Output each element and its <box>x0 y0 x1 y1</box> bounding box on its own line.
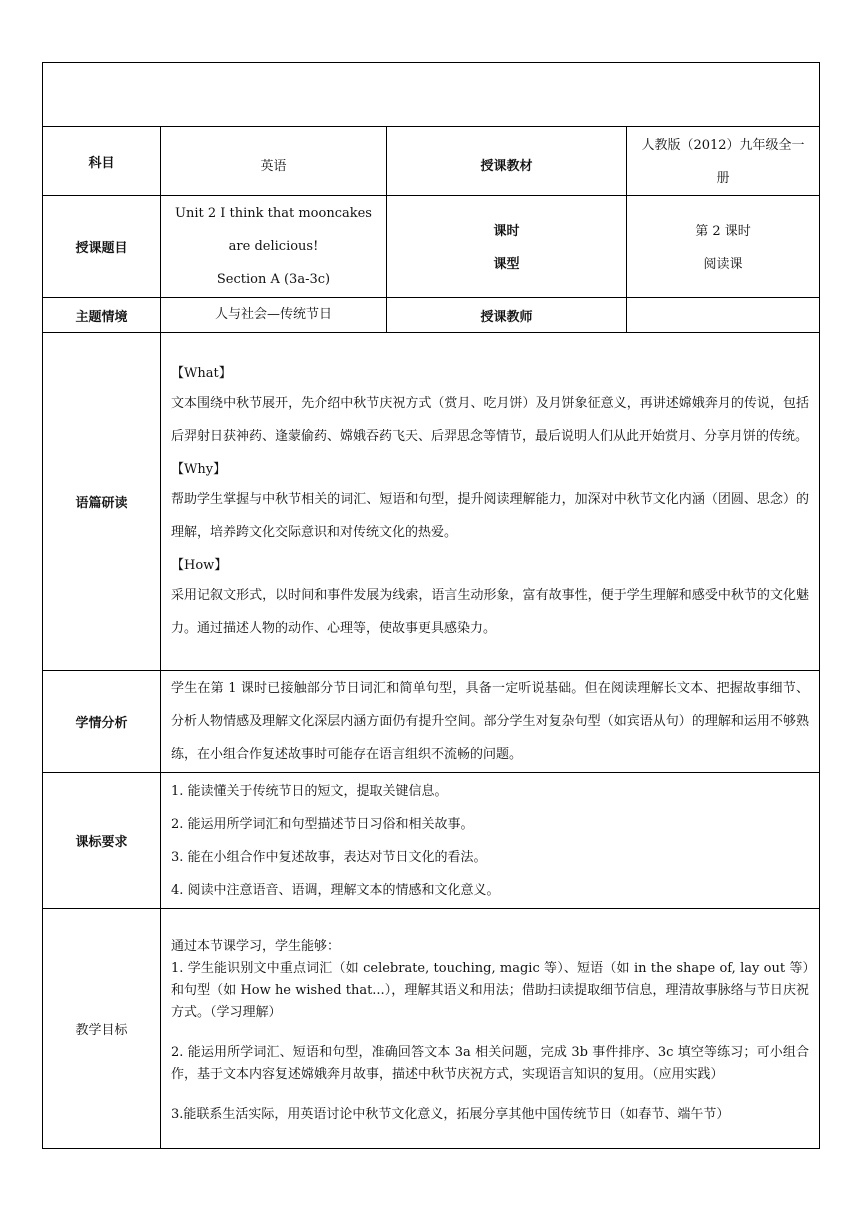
curriculum-item: 2. 能运用所学词汇和句型描述节日习俗和相关故事。 <box>171 816 474 832</box>
curriculum-row <box>43 773 820 909</box>
material-value: 人教版（2012）九年级全一册 <box>627 127 820 196</box>
lesson-plan-table <box>42 62 820 1149</box>
curriculum-label: 课标要求 <box>43 773 161 909</box>
theme-row <box>43 298 820 333</box>
why-body: 帮助学生掌握与中秋节相关的词汇、短语和句型，提升阅读理解能力，加深对中秋节文化内涵（团圆、思念）的理解，培养跨文化交际意识和对传统文化的热爱。 <box>171 491 809 540</box>
what-body: 文本围绕中秋节展开，先介绍中秋节庆祝方式（赏月、吃月饼）及月饼象征意义，再讲述嫦娥奔月的传说，包括后羿射日获神药、逢蒙偷药、嫦娥吞药飞天、后羿思念等情节，最后说明人们从此开始赏月、分享月饼的传统。 <box>171 395 809 444</box>
topic-title-cell <box>161 196 387 298</box>
teacher-value <box>627 298 820 333</box>
how-heading: 【How】 <box>171 557 228 573</box>
header-blank-cell <box>43 63 820 127</box>
text-study-content <box>161 333 820 671</box>
curriculum-item: 4. 阅读中注意语音、语调，理解文本的情感和文化意义。 <box>171 882 500 898</box>
period-type-value-cell <box>627 196 820 298</box>
topic-title-line2: are delicious! <box>228 239 319 254</box>
objectives-row <box>43 909 820 1149</box>
header-blank-row <box>43 63 820 127</box>
material-label: 授课教材 <box>387 127 627 196</box>
teacher-label: 授课教师 <box>387 298 627 333</box>
subject-row <box>43 127 820 196</box>
why-heading: 【Why】 <box>171 461 227 477</box>
subject-value: 英语 <box>161 127 387 196</box>
objective-2: 2. 能运用所学词汇、短语和句型，准确回答文本 3a 相关问题，完成 3b 事件排序、3c 填空等练习；可小组合作，基于文本内容复述嫦娥奔月故事，描述中秋节庆祝方式，实现语言知识的复用。（应用实践） <box>171 1044 809 1082</box>
curriculum-item: 3. 能在小组合作中复述故事，表达对节日文化的看法。 <box>171 849 487 865</box>
text-study-row <box>43 333 820 671</box>
period-type-label-cell <box>387 196 627 298</box>
student-analysis-body: 学生在第 1 课时已接触部分节日词汇和简单句型，具备一定听说基础。但在阅读理解长文本、把握故事细节、分析人物情感及理解文化深层内涵方面仍有提升空间。部分学生对复杂句型（如宾语从句）的理解和运用不够熟练，在小组合作复述故事时可能存在语言组织不流畅的问题。 <box>171 681 809 762</box>
topic-title-line1: Unit 2 I think that mooncakes <box>175 206 372 221</box>
period-value: 第 2 课时 <box>695 223 751 239</box>
theme-label: 主题情境 <box>43 298 161 333</box>
curriculum-list <box>161 773 820 909</box>
subject-label: 科目 <box>43 127 161 196</box>
objectives-intro: 通过本节课学习，学生能够： <box>171 938 341 954</box>
student-analysis-row <box>43 671 820 773</box>
objectives-content <box>161 909 820 1149</box>
type-value: 阅读课 <box>703 256 743 272</box>
theme-value: 人与社会—传统节日 <box>161 298 387 333</box>
how-body: 采用记叙文形式，以时间和事件发展为线索，语言生动形象，富有故事性，便于学生理解和感受中秋节的文化魅力。通过描述人物的动作、心理等，使故事更具感染力。 <box>171 587 809 636</box>
topic-title-line3: Section A (3a-3c) <box>216 272 331 287</box>
objectives-label: 教学目标 <box>43 909 161 1149</box>
objective-3: 3.能联系生活实际，用英语讨论中秋节文化意义，拓展分享其他中国传统节日（如春节、端午节） <box>171 1106 730 1122</box>
type-label: 课型 <box>493 256 520 272</box>
curriculum-item: 1. 能读懂关于传统节日的短文，提取关键信息。 <box>171 783 448 799</box>
objective-1: 1. 学生能识别文中重点词汇（如 celebrate, touching, magic 等）、短语（如 in the shape of, lay out 等）和句型（如 How he wished that...），理解其语义和用法；借助扫读提取细节信息，理清故事脉络与节日庆祝方式。（学习理解） <box>171 960 809 1020</box>
what-heading: 【What】 <box>171 365 232 381</box>
topic-row <box>43 196 820 298</box>
text-study-label: 语篇研读 <box>43 333 161 671</box>
period-label: 课时 <box>493 223 520 239</box>
topic-label: 授课题目 <box>43 196 161 298</box>
student-analysis-body-cell <box>161 671 820 773</box>
student-analysis-label: 学情分析 <box>43 671 161 773</box>
